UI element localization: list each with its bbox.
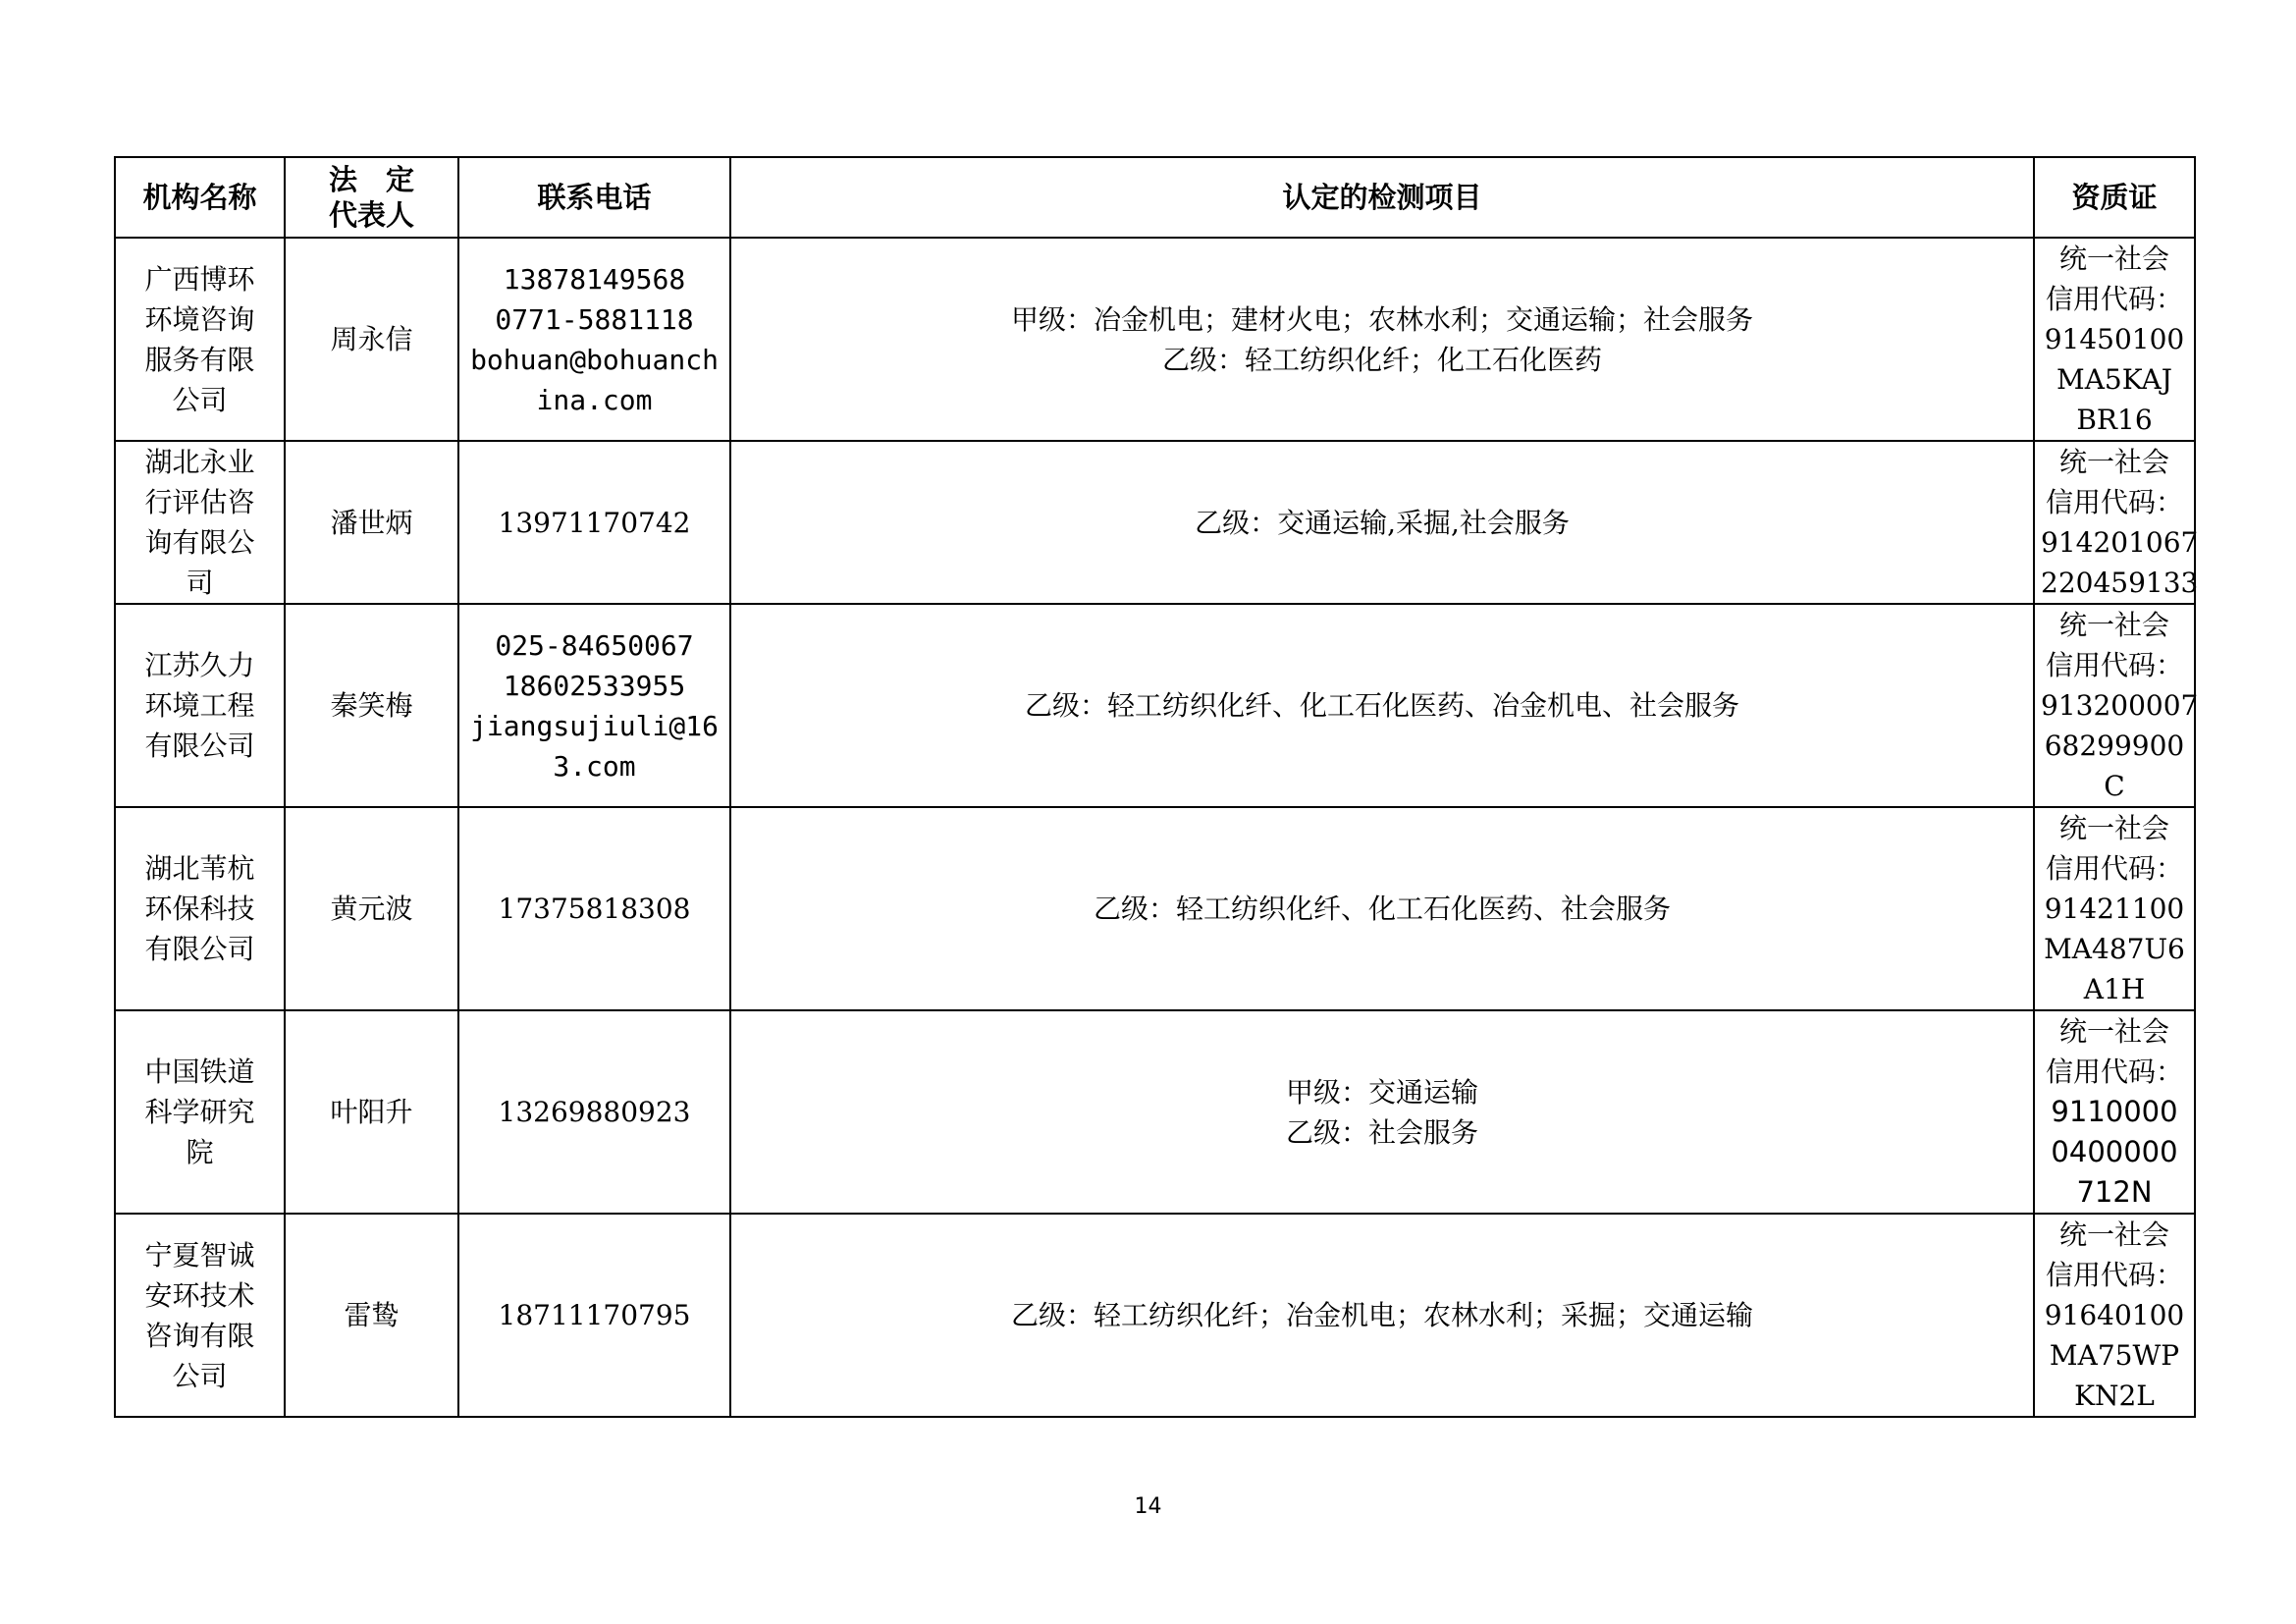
cert-line: 712N <box>2076 1175 2153 1209</box>
items-cell <box>730 1214 2034 1417</box>
cert-line: 913200007 <box>2041 689 2199 722</box>
items-line: 乙级：交通运输,采掘,社会服务 <box>1195 506 1570 539</box>
org-name: 宁夏智诚安环技术咨询有限公司 <box>144 1238 255 1392</box>
table-header-row <box>115 157 2195 238</box>
cert-line: 91450100 <box>2044 323 2185 355</box>
cert-line: 91421100 <box>2044 893 2185 925</box>
contact-line: 025-84650067 <box>495 628 694 662</box>
table-row <box>115 441 2195 604</box>
table-row <box>115 1214 2195 1417</box>
items-line: 乙级：轻工纺织化纤、化工石化医药、冶金机电、社会服务 <box>1024 689 1739 722</box>
cert-line: MA5KAJ <box>2056 363 2172 396</box>
page-number: 14 <box>1134 1494 1162 1519</box>
table-row <box>115 1010 2195 1214</box>
header-contact: 联系电话 <box>458 157 730 238</box>
items-line: 乙级：轻工纺织化纤；化工石化医药 <box>1161 343 1602 376</box>
org-name-cell <box>115 807 285 1010</box>
items-line: 甲级：交通运输 <box>1285 1075 1478 1109</box>
cert-line: 信用代码： <box>2045 852 2183 885</box>
contact-cell <box>458 1010 730 1214</box>
cert-line: MA75WP <box>2049 1339 2180 1372</box>
cert-cell <box>2034 1214 2195 1417</box>
cert-line: 914201067 <box>2041 526 2199 559</box>
legal-rep-cell: 潘世炳 <box>285 441 458 604</box>
cert-cell <box>2034 604 2199 807</box>
header-legal-rep <box>285 157 458 238</box>
table-row <box>115 604 2195 807</box>
legal-rep-cell: 周永信 <box>285 238 458 441</box>
cert-line: 统一社会 <box>2058 1218 2169 1251</box>
org-name-cell <box>115 1010 285 1214</box>
cert-line: 统一社会 <box>2058 446 2169 478</box>
header-certificate: 资质证 <box>2034 157 2195 238</box>
contact-cell <box>458 238 730 441</box>
cert-line: A1H <box>2083 973 2146 1005</box>
header-legal-rep-line2: 代表人 <box>328 198 414 232</box>
items-line: 甲级：冶金机电；建材火电；农林水利；交通运输；社会服务 <box>1010 302 1753 336</box>
org-name-cell <box>115 604 285 807</box>
contact-line: 13269880923 <box>498 1096 691 1128</box>
header-items: 认定的检测项目 <box>730 157 2034 238</box>
cert-line: 统一社会 <box>2058 243 2169 275</box>
items-line: 乙级：社会服务 <box>1285 1115 1478 1149</box>
cert-line: 信用代码： <box>2045 283 2183 315</box>
org-name: 中国铁道科学研究院 <box>144 1056 255 1168</box>
org-name: 广西博环环境咨询服务有限公司 <box>144 262 255 416</box>
cert-line: 信用代码： <box>2045 1259 2183 1291</box>
contact-line: jiangsujiuli@16 <box>470 709 719 742</box>
contact-line: 17375818308 <box>498 893 691 925</box>
header-legal-rep-line1: 法 定 <box>328 163 414 196</box>
org-name: 江苏久力环境工程有限公司 <box>144 649 255 762</box>
org-name-cell <box>115 441 285 604</box>
contact-line: 0771-5881118 <box>495 302 694 336</box>
contact-line: 13878149568 <box>503 262 686 296</box>
items-cell <box>730 807 2034 1010</box>
items-line: 乙级：轻工纺织化纤；冶金机电；农林水利；采掘；交通运输 <box>1010 1299 1753 1331</box>
legal-rep-cell: 叶阳升 <box>285 1010 458 1214</box>
cert-cell <box>2034 441 2199 604</box>
cert-line: 统一社会 <box>2058 812 2169 844</box>
cert-line: MA487U6 <box>2044 933 2185 965</box>
contact-cell <box>458 807 730 1010</box>
org-name: 湖北永业行评估咨询有限公司 <box>144 446 255 599</box>
items-line: 乙级：轻工纺织化纤、化工石化医药、社会服务 <box>1093 893 1671 925</box>
org-name: 湖北苇杭环保科技有限公司 <box>144 852 255 965</box>
cert-line: 91640100 <box>2044 1299 2185 1331</box>
contact-cell <box>458 1214 730 1417</box>
cert-line: 信用代码： <box>2045 1056 2183 1088</box>
cert-line: BR16 <box>2076 404 2153 436</box>
items-cell <box>730 604 2034 807</box>
legal-rep-cell: 雷鸷 <box>285 1214 458 1417</box>
contact-line: 3.com <box>553 749 636 783</box>
org-name-cell <box>115 1214 285 1417</box>
contact-line: 18602533955 <box>503 669 686 702</box>
cert-line: 0400000 <box>2051 1135 2178 1168</box>
cert-line: 信用代码： <box>2045 486 2183 518</box>
institution-table <box>114 156 2199 1418</box>
cert-line: KN2L <box>2074 1380 2155 1412</box>
cert-line: 220459133 <box>2041 567 2199 599</box>
table-row <box>115 238 2195 441</box>
items-cell <box>730 1010 2034 1214</box>
contact-line: 13971170742 <box>498 506 691 539</box>
contact-cell <box>458 604 730 807</box>
legal-rep-cell: 秦笑梅 <box>285 604 458 807</box>
cert-cell <box>2034 807 2195 1010</box>
contact-line: ina.com <box>536 383 653 416</box>
cert-cell <box>2034 238 2195 441</box>
cert-line: 统一社会 <box>2058 1015 2169 1048</box>
legal-rep-cell: 黄元波 <box>285 807 458 1010</box>
cert-line: 9110000 <box>2051 1095 2178 1128</box>
cert-line: C <box>2104 770 2125 802</box>
cert-cell <box>2034 1010 2195 1214</box>
org-name-cell <box>115 238 285 441</box>
cert-line: 信用代码： <box>2045 649 2183 681</box>
header-org-name: 机构名称 <box>115 157 285 238</box>
items-cell <box>730 441 2034 604</box>
cert-line: 68299900 <box>2044 730 2185 762</box>
contact-line: bohuan@bohuanch <box>470 343 719 376</box>
table-row <box>115 807 2195 1010</box>
items-cell <box>730 238 2034 441</box>
cert-line: 统一社会 <box>2058 609 2169 641</box>
contact-line: 18711170795 <box>498 1299 691 1331</box>
contact-cell <box>458 441 730 604</box>
